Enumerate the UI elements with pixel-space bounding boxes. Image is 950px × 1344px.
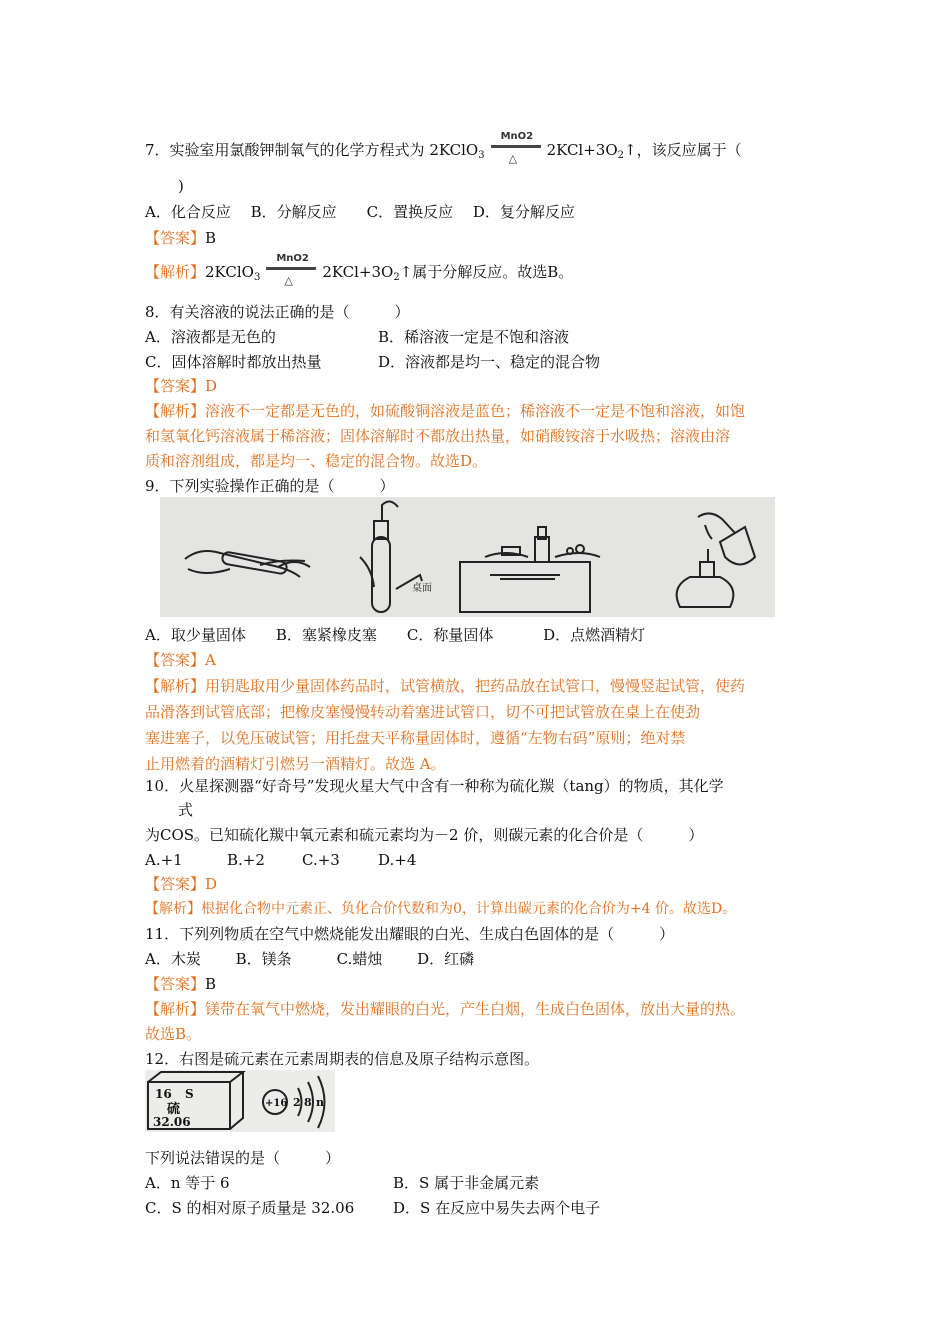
element-number: 16 (155, 1087, 172, 1101)
q9-stem: 9．下列实验操作正确的是（ ） (145, 477, 395, 495)
q10-answer: 【答案】D (145, 875, 218, 893)
reaction-condition: MnO2 △ (487, 141, 545, 161)
q9-analysis-2: 品滑落到试管底部；把橡皮塞慢慢转动着塞进试管口，切不可把试管放在桌上在使劲 (145, 703, 701, 721)
q11-answer: 【答案】B (145, 975, 217, 993)
q11-stem: 11．下列列物质在空气中燃烧能发出耀眼的白光、生成白色固体的是（ ） (145, 925, 675, 943)
q10-stem-1: 10．火星探测器“好奇号”发现火星大气中含有一种称为硫化羰（tang）的物质，其化学 (145, 777, 724, 795)
q9-analysis-1: 【解析】用钥匙取用少量固体药品时，试管横放，把药品放在试管口，慢慢竖起试管，使药 (145, 677, 746, 695)
q12-option-a: A．n 等于 6 (145, 1174, 230, 1192)
table-label: 桌面 (412, 583, 432, 594)
element-name: 硫 (167, 1102, 181, 1117)
q9-options: A．取少量固体 B．塞紧橡皮塞 C．称量固体 D．点燃酒精灯 (145, 626, 646, 644)
q8-option-c: C．固体溶解时都放出热量 (145, 353, 322, 371)
q9-analysis-3: 塞进塞子，以免压破试管；用托盘天平称量固体时，遵循“左物右码”原则；绝对禁 (145, 729, 686, 747)
q8-stem: 8．有关溶液的说法正确的是（ ） (145, 303, 410, 321)
q12-option-c: C．S 的相对原子质量是 32.06 (145, 1199, 355, 1217)
q10-option-a: A.+1 (145, 851, 183, 869)
nucleus-charge: +16 (265, 1098, 288, 1109)
q8-option-d: D．溶液都是均一、稳定的混合物 (378, 353, 601, 371)
q10-option-c: C.+3 (302, 851, 340, 869)
q8-analysis-1: 【解析】溶液不一定都是无色的，如硫酸铜溶液是蓝色；稀溶液不一定是不饱和溶液，如饱 (145, 402, 746, 420)
q10-option-b: B.+2 (227, 851, 265, 869)
q11-options: A．木炭 B．镁条 C.蜡烛 D．红磷 (145, 950, 475, 968)
q7-stem: 7．实验室用氯酸钾制氧气的化学方程式为 2KClO$_3$ MnO2 △ $2KCl+3O_2↑$，该反应属于（ (145, 131, 742, 165)
q8-analysis-2: 和氢氧化钙溶液属于稀溶液；固体溶解时不都放出热量，如硝酸铵溶于水吸热；溶液由溶 (145, 427, 731, 445)
q7-close-paren: ) (178, 177, 184, 195)
shell-1: 2 (293, 1096, 301, 1109)
q7-options: A．化合反应 B．分解反应 C．置换反应 D．复分解反应 (145, 203, 575, 221)
q8-option-b: B．稀溶液一定是不饱和溶液 (378, 328, 570, 346)
lab-operations-drawing (160, 497, 775, 617)
reaction-condition-2: MnO2 △ (262, 263, 320, 283)
lab-operations-image (160, 497, 775, 617)
q10-option-d: D.+4 (378, 851, 417, 869)
q12-stem-2: 下列说法错误的是（ ） (145, 1149, 341, 1167)
q10-analysis: 【解析】根据化合物中元素正、负化合价代数和为0，计算出碳元素的化合价为+4 价。故选D。 (145, 901, 737, 917)
shell-2: 8 (304, 1096, 312, 1109)
q10-stem-2: 式 (178, 801, 194, 819)
q9-answer: 【答案】A (145, 651, 216, 669)
sulfur-element-image (145, 1070, 335, 1132)
sulfur-element-drawing (145, 1070, 335, 1132)
q9-analysis-4: 止用燃着的酒精灯引燃另一酒精灯。故选 A。 (145, 755, 446, 773)
element-mass: 32.06 (153, 1115, 191, 1129)
q12-option-d: D．S 在反应中易失去两个电子 (393, 1199, 601, 1217)
q11-analysis-2: 故选B。 (145, 1025, 202, 1043)
q10-stem-3: 为COS。已知硫化羰中氧元素和硫元素均为－2 价，则碳元素的化合价是（ ） (145, 826, 704, 844)
q8-analysis-3: 质和溶剂组成，都是均一、稳定的混合物。故选D。 (145, 452, 488, 470)
q11-analysis-1: 【解析】镁带在氧气中燃烧，发出耀眼的白光，产生白烟，生成白色固体，放出大量的热。 (145, 1000, 746, 1018)
q12-option-b: B．S 属于非金属元素 (393, 1174, 540, 1192)
q7-answer: 【答案】B (145, 229, 217, 247)
element-symbol: S (185, 1087, 194, 1101)
q7-analysis: 【解析】2KClO$_3$ MnO2 △ $2KCl+3O_2↑$属于分解反应。故选B。 (145, 253, 574, 287)
q8-option-a: A．溶液都是无色的 (145, 328, 276, 346)
q12-stem: 12．右图是硫元素在元素周期表的信息及原子结构示意图。 (145, 1050, 540, 1068)
q8-answer: 【答案】D (145, 377, 218, 395)
shell-3: n (316, 1096, 324, 1109)
